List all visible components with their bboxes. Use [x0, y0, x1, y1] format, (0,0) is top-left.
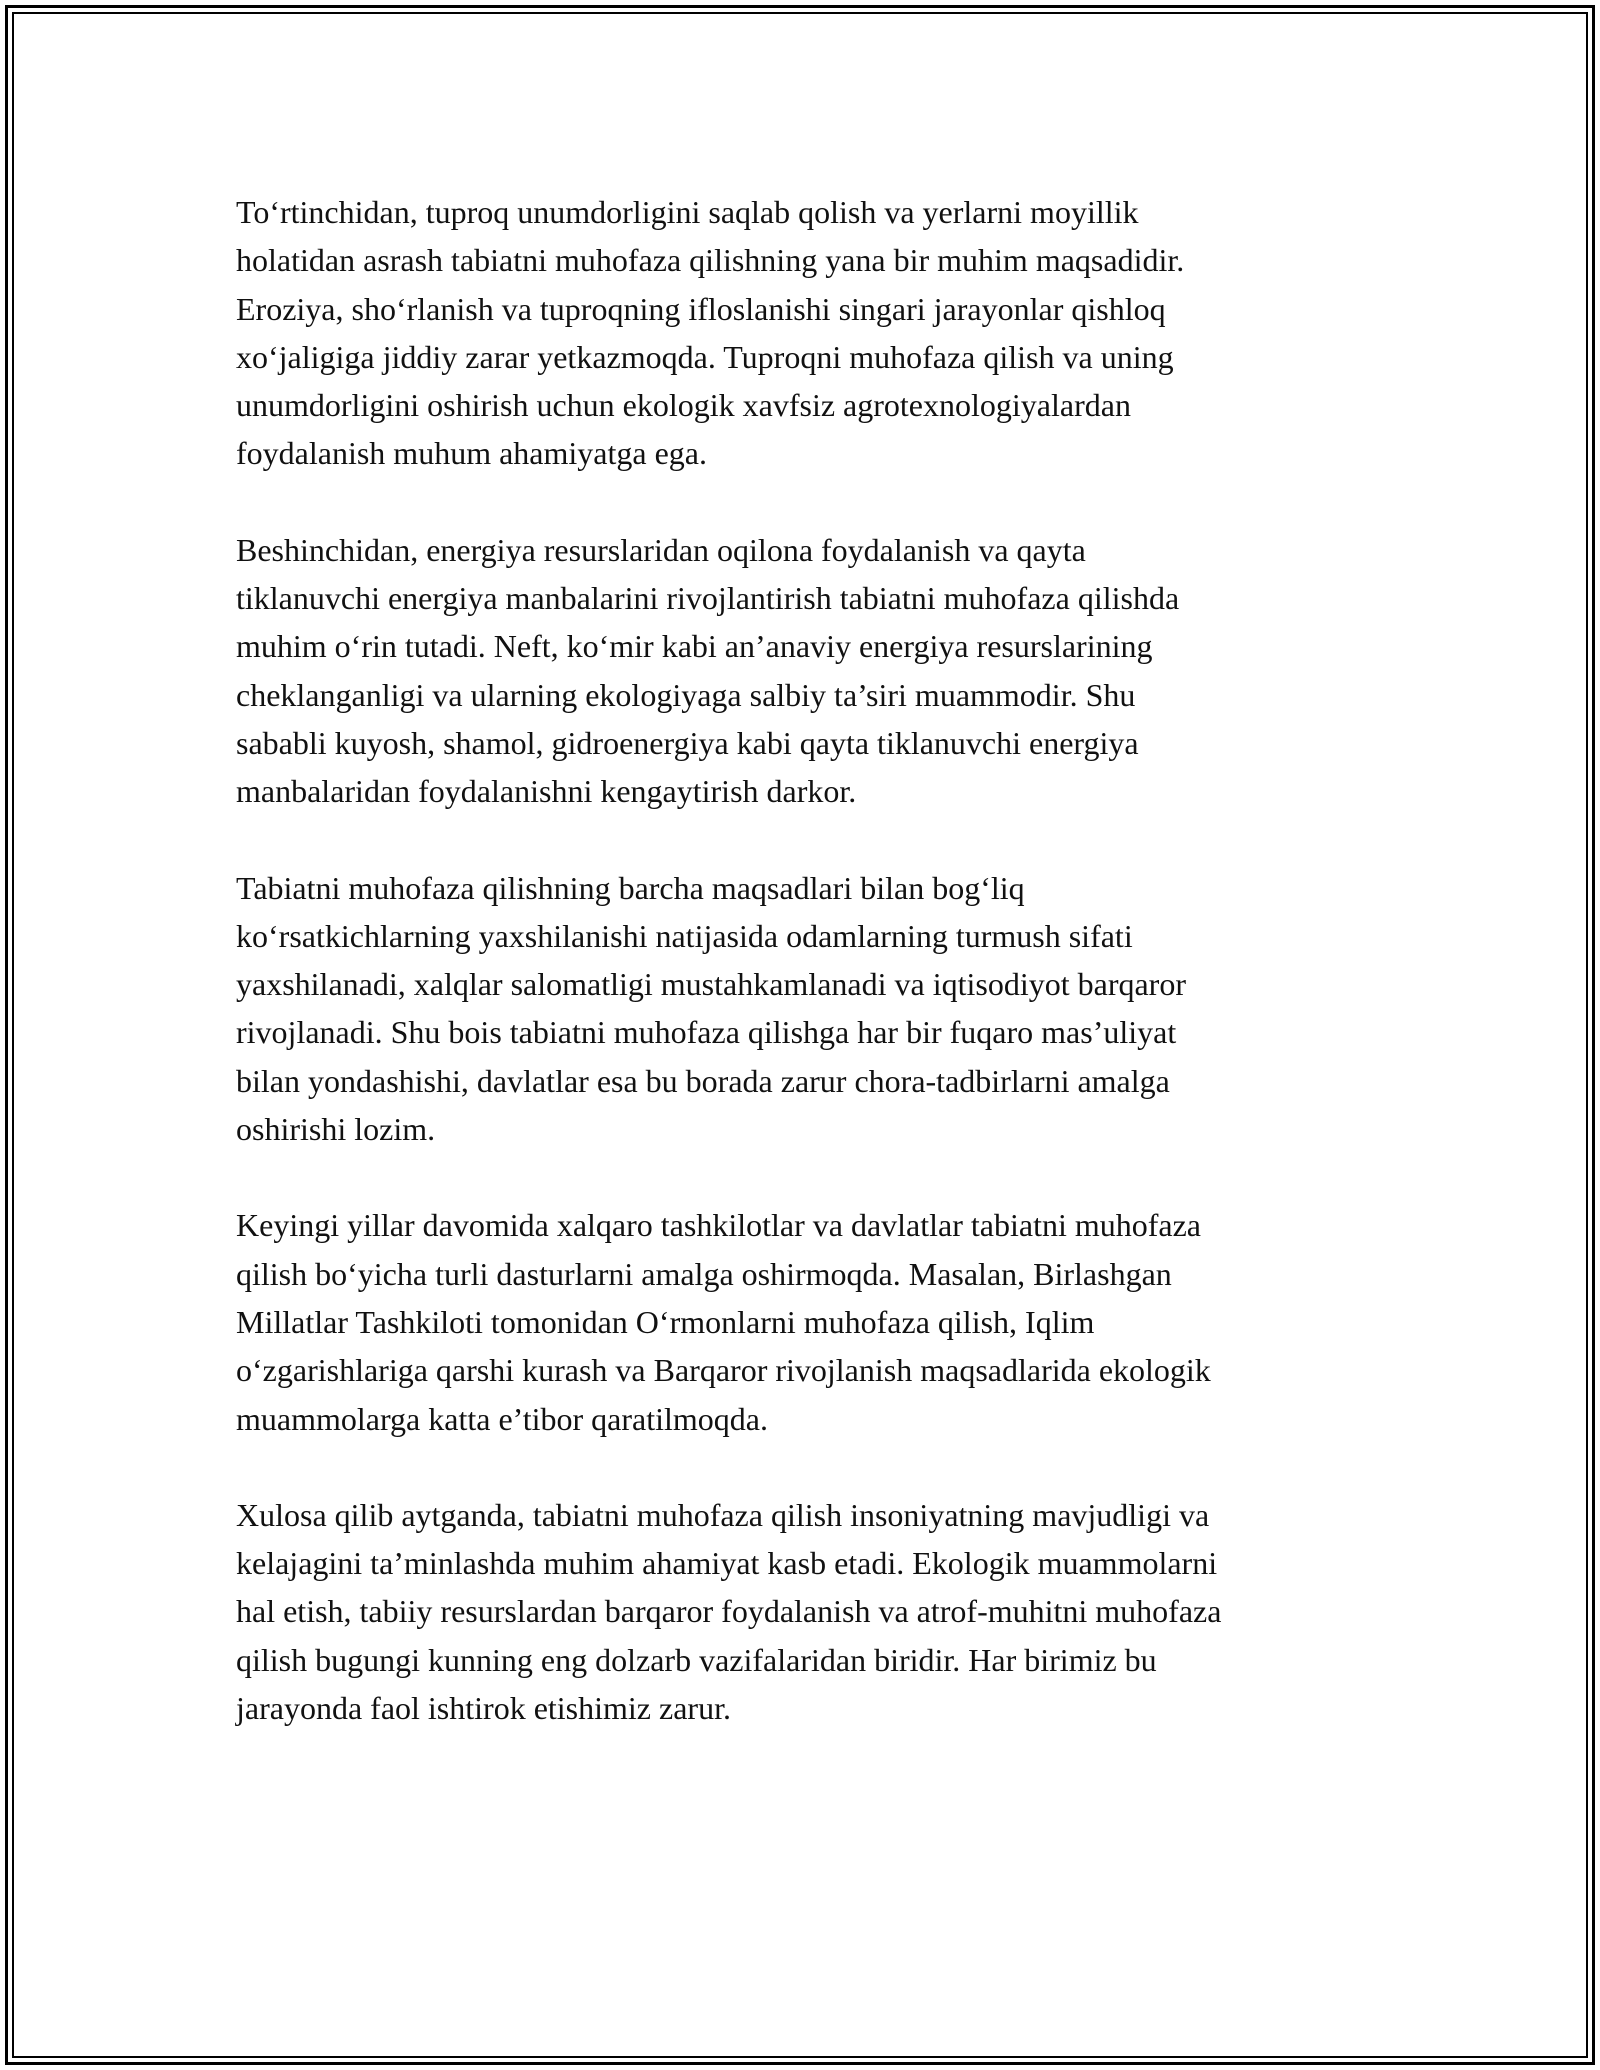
text-line: Eroziya, sho‘rlanish va tuproqning ifloslanishi singari jarayonlar qishloq [236, 290, 1166, 327]
text-line: qilish bugungi kunning eng dolzarb vazifalaridan biridir. Har birimiz bu [236, 1641, 1157, 1678]
text-line: hal etish, tabiiy resurslardan barqaror foydalanish va atrof-muhitni muhofaza [236, 1593, 1222, 1630]
text-line: muhim o‘rin tutadi. Neft, ko‘mir kabi an’anaviy energiya resurslarining [236, 628, 1153, 665]
paragraph-5 [236, 1491, 1366, 1732]
text-line: kelajagini ta’minlashda muhim ahamiyat kasb etadi. Ekologik muammolarni [236, 1545, 1218, 1582]
text-line: Xulosa qilib aytganda, tabiatni muhofaza qilish insoniyatning mavjudligi va [236, 1496, 1210, 1533]
text-line: xo‘jaligiga jiddiy zarar yetkazmoqda. Tuproqni muhofaza qilish va uning [236, 338, 1174, 375]
text-line: o‘zgarishlariga qarshi kurash va Barqaror rivojlanish maqsadlarida ekologik [236, 1352, 1211, 1389]
text-line: manbalaridan foydalanishni kengaytirish darkor. [236, 773, 857, 810]
paragraph-1 [236, 188, 1366, 478]
text-line: ko‘rsatkichlarning yaxshilanishi natijasida odamlarning turmush sifati [236, 917, 1133, 954]
document-body [236, 188, 1366, 1780]
text-line: sababli kuyosh, shamol, gidroenergiya kabi qayta tiklanuvchi energiya [236, 724, 1139, 761]
text-line: Tabiatni muhofaza qilishning barcha maqsadlari bilan bog‘liq [236, 869, 1025, 906]
text-line: muammolarga katta e’tibor qaratilmoqda. [236, 1400, 768, 1437]
text-line: bilan yondashishi, davlatlar esa bu borada zarur chora-tadbirlarni amalga [236, 1062, 1170, 1099]
text-line: rivojlanadi. Shu bois tabiatni muhofaza qilishga har bir fuqaro mas’uliyat [236, 1014, 1177, 1051]
text-line: cheklanganligi va ularning ekologiyaga salbiy ta’siri muammodir. Shu [236, 676, 1136, 713]
text-line: oshirishi lozim. [236, 1111, 436, 1148]
paragraph-4 [236, 1201, 1366, 1442]
text-line: foydalanish muhum ahamiyatga ega. [236, 435, 707, 472]
text-line: jarayonda faol ishtirok etishimiz zarur. [236, 1690, 731, 1727]
paragraph-3 [236, 864, 1366, 1154]
text-line: qilish bo‘yicha turli dasturlarni amalga oshirmoqda. Masalan, Birlashgan [236, 1255, 1172, 1292]
text-line: holatidan asrash tabiatni muhofaza qilishning yana bir muhim maqsadidir. [236, 242, 1185, 279]
paragraph-2 [236, 526, 1366, 816]
text-line: tiklanuvchi energiya manbalarini rivojlantirish tabiatni muhofaza qilishda [236, 580, 1180, 617]
text-line: Beshinchidan, energiya resurslaridan oqilona foydalanish va qayta [236, 531, 1086, 568]
text-line: To‘rtinchidan, tuproq unumdorligini saqlab qolish va yerlarni moyillik [236, 194, 1139, 230]
text-line: yaxshilanadi, xalqlar salomatligi mustahkamlanadi va iqtisodiyot barqaror [236, 966, 1186, 1003]
text-line: Keyingi yillar davomida xalqaro tashkilotlar va davlatlar tabiatni muhofaza [236, 1207, 1201, 1244]
text-line: Millatlar Tashkiloti tomonidan O‘rmonlarni muhofaza qilish, Iqlim [236, 1303, 1095, 1340]
text-line: unumdorligini oshirish uchun ekologik xavfsiz agrotexnologiyalardan [236, 387, 1131, 424]
